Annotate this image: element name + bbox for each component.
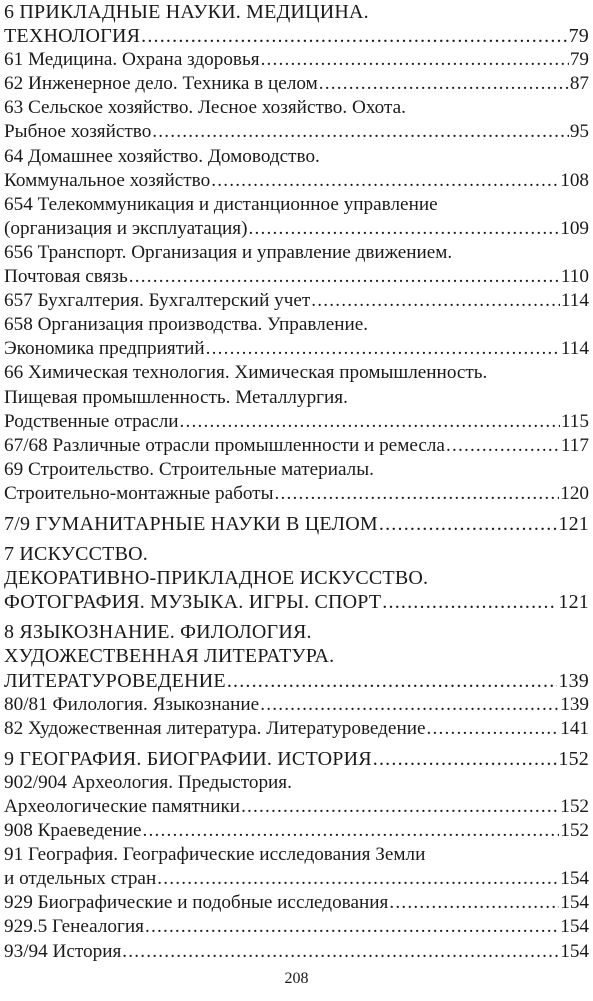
- toc-entry-title: 929.5 Генеалогия: [4, 916, 144, 938]
- toc-entry: [4, 819, 589, 843]
- toc-entry-title: 62 Инженерное дело. Техника в целом: [4, 73, 318, 95]
- toc-entry: [4, 96, 589, 144]
- dot-leader: [152, 120, 569, 144]
- toc-entry-title: и отдельных стран: [4, 868, 157, 890]
- toc-entry-title: 929 Биографические и подобные исследования: [4, 892, 389, 914]
- toc-entry-line: 63 Сельское хозяйство. Лесное хозяйство. Охота.: [4, 97, 406, 119]
- toc-entry-title: ТЕХНОЛОГИЯ: [4, 25, 141, 48]
- toc-entry: [4, 542, 589, 614]
- page-number: 208: [284, 970, 309, 987]
- toc-entry-last-line: [4, 217, 589, 241]
- toc-entry-last-line: [4, 337, 589, 361]
- toc-entry-page: 152: [558, 747, 589, 770]
- toc-entry: [4, 48, 589, 72]
- toc-entry-last-line: [4, 747, 589, 771]
- toc-entry-last-line: [4, 120, 589, 144]
- toc-entry-title: 7/9 ГУМАНИТАРНЫЕ НАУКИ В ЦЕЛОМ: [4, 512, 378, 535]
- toc-entry: [4, 72, 589, 96]
- toc-entry-title: Экономика предприятий: [4, 338, 205, 360]
- toc-entry-title: Рыбное хозяйство: [4, 121, 152, 143]
- toc-entry: [4, 458, 589, 506]
- toc-entry-line: 8 ЯЗЫКОЗНАНИЕ. ФИЛОЛОГИЯ.: [4, 621, 312, 644]
- dot-leader: [211, 169, 559, 193]
- dot-leader: [311, 289, 560, 313]
- toc-entry-page: 152: [560, 796, 589, 817]
- toc-entry: [4, 940, 589, 964]
- toc-entry-page: 141: [560, 717, 589, 739]
- dot-leader: [319, 72, 569, 96]
- toc-entry-title: Родственные отрасли: [4, 410, 179, 432]
- toc-entry-last-line: [4, 72, 589, 96]
- toc-entry-last-line: [4, 940, 589, 964]
- toc-entry-page: 79: [569, 49, 589, 71]
- table-of-contents: [4, 0, 589, 964]
- toc-entry-line: 64 Домашнее хозяйство. Домоводство.: [4, 145, 320, 167]
- toc-entry-line: 66 Химическая технология. Химическая промышленность.: [4, 362, 488, 384]
- dot-leader: [141, 24, 567, 48]
- toc-entry-last-line: [4, 289, 589, 313]
- toc-entry-title: 9 ГЕОГРАФИЯ. БИОГРАФИИ. ИСТОРИЯ: [4, 747, 372, 770]
- dot-leader: [249, 217, 560, 241]
- dot-leader: [157, 867, 559, 891]
- toc-entry-line: 658 Организация производства. Управление.: [4, 314, 369, 336]
- toc-entry: [4, 717, 589, 741]
- toc-entry-last-line: [4, 434, 589, 458]
- toc-entry-line: 91 География. Географические исследования Земли: [4, 844, 426, 866]
- toc-entry-line: 656 Транспорт. Организация и управление движением.: [4, 241, 453, 263]
- toc-entry-line: 6 ПРИКЛАДНЫЕ НАУКИ. МЕДИЦИНА.: [4, 1, 369, 23]
- toc-entry: [4, 145, 589, 193]
- toc-entry-page: 95: [569, 121, 589, 143]
- dot-leader: [389, 891, 559, 915]
- toc-entry-line: 654 Телекоммуникация и дистанционное управление: [4, 193, 438, 215]
- toc-entry-line: 69 Строительство. Строительные материалы.: [4, 458, 374, 480]
- dot-leader: [260, 693, 559, 717]
- dot-leader: [382, 590, 557, 614]
- toc-entry: [4, 193, 589, 241]
- toc-entry-title: 93/94 История: [4, 940, 122, 962]
- toc-entry: [4, 0, 589, 48]
- dot-leader: [241, 795, 559, 819]
- toc-entry-last-line: [4, 819, 589, 843]
- dot-leader: [274, 482, 559, 506]
- toc-entry-last-line: [4, 915, 589, 939]
- toc-entry-title: (организация и эксплуатация): [4, 217, 248, 239]
- toc-entry-line: ДЕКОРАТИВНО-ПРИКЛАДНОЕ ИСКУССТВО.: [4, 567, 429, 590]
- toc-entry-page: 120: [560, 482, 589, 504]
- toc-entry: [4, 620, 589, 692]
- toc-entry-title: ФОТОГРАФИЯ. МУЗЫКА. ИГРЫ. СПОРТ: [4, 591, 382, 614]
- toc-entry: [4, 747, 589, 771]
- toc-entry-last-line: [4, 48, 589, 72]
- dot-leader: [122, 940, 559, 964]
- toc-entry-title: ЛИТЕРАТУРОВЕДЕНИЕ: [4, 669, 226, 692]
- toc-entry-page: 87: [569, 73, 589, 95]
- toc-entry-title: Строительно-монтажные работы: [4, 482, 274, 504]
- toc-entry: [4, 891, 589, 915]
- toc-entry-last-line: [4, 410, 589, 434]
- toc-entry-last-line: [4, 795, 589, 819]
- toc-entry-page: 121: [558, 591, 589, 614]
- toc-entry-title: Археологические памятники: [4, 796, 241, 817]
- toc-entry: [4, 693, 589, 717]
- toc-entry: [4, 313, 589, 361]
- toc-entry-last-line: [4, 669, 589, 693]
- toc-entry-last-line: [4, 693, 589, 717]
- toc-entry-last-line: [4, 482, 589, 506]
- dot-leader: [427, 717, 560, 741]
- toc-entry: [4, 512, 589, 536]
- toc-entry-line: ХУДОЖЕСТВЕННАЯ ЛИТЕРАТУРА.: [4, 645, 335, 668]
- toc-entry-page: 154: [560, 940, 589, 962]
- dot-leader: [446, 434, 560, 458]
- toc-entry-page: 154: [560, 916, 589, 938]
- toc-entry: [4, 434, 589, 458]
- toc-entry-title: 908 Краеведение: [4, 820, 142, 842]
- toc-entry-last-line: [4, 265, 589, 289]
- toc-entry-page: 139: [558, 669, 589, 692]
- toc-entry: [4, 289, 589, 313]
- dot-leader: [373, 747, 558, 771]
- toc-entry-page: 108: [560, 169, 589, 191]
- toc-entry-page: 110: [560, 266, 589, 288]
- toc-entry: [4, 915, 589, 939]
- toc-entry-page: 154: [560, 892, 589, 914]
- toc-entry-page: 115: [560, 410, 589, 432]
- toc-entry-page: 154: [560, 868, 589, 890]
- toc-entry-page: 114: [560, 290, 589, 312]
- toc-entry-line: 902/904 Археология. Предыстория.: [4, 771, 292, 793]
- toc-entry-last-line: [4, 891, 589, 915]
- toc-entry-line: 7 ИСКУССТВО.: [4, 543, 148, 566]
- toc-entry-last-line: [4, 512, 589, 536]
- toc-entry-page: 79: [568, 25, 589, 48]
- dot-leader: [145, 915, 559, 939]
- toc-entry-title: 61 Медицина. Охрана здоровья: [4, 49, 260, 71]
- toc-entry-page: 114: [560, 338, 589, 360]
- toc-entry-title: 67/68 Различные отрасли промышленности и ремесла: [4, 434, 445, 456]
- toc-entry-last-line: [4, 24, 589, 48]
- toc-entry: [4, 241, 589, 289]
- toc-entry-page: 152: [560, 820, 589, 842]
- toc-entry-page: 117: [560, 434, 589, 456]
- toc-entry-last-line: [4, 867, 589, 891]
- toc-entry-title: 80/81 Филология. Языкознание: [4, 693, 260, 715]
- toc-entry: [4, 843, 589, 891]
- toc-entry-page: 121: [558, 512, 589, 535]
- toc-entry-title: Почтовая связь: [4, 266, 128, 288]
- dot-leader: [206, 337, 560, 361]
- dot-leader: [261, 48, 569, 72]
- toc-entry-page: 109: [560, 217, 589, 239]
- toc-entry-line: Пищевая промышленность. Металлургия.: [4, 386, 348, 408]
- dot-leader: [180, 410, 560, 434]
- toc-entry-title: Коммунальное хозяйство: [4, 169, 211, 191]
- toc-entry-title: 657 Бухгалтерия. Бухгалтерский учет: [4, 290, 311, 312]
- toc-entry-last-line: [4, 590, 589, 614]
- toc-entry-page: 139: [560, 693, 589, 715]
- dot-leader: [227, 669, 558, 693]
- toc-entry: [4, 361, 589, 433]
- toc-entry-title: 82 Художественная литература. Литературоведение: [4, 717, 426, 739]
- toc-entry-last-line: [4, 717, 589, 741]
- dot-leader: [143, 819, 560, 843]
- dot-leader: [379, 512, 558, 536]
- toc-entry: [4, 771, 589, 819]
- dot-leader: [129, 265, 560, 289]
- toc-entry-last-line: [4, 169, 589, 193]
